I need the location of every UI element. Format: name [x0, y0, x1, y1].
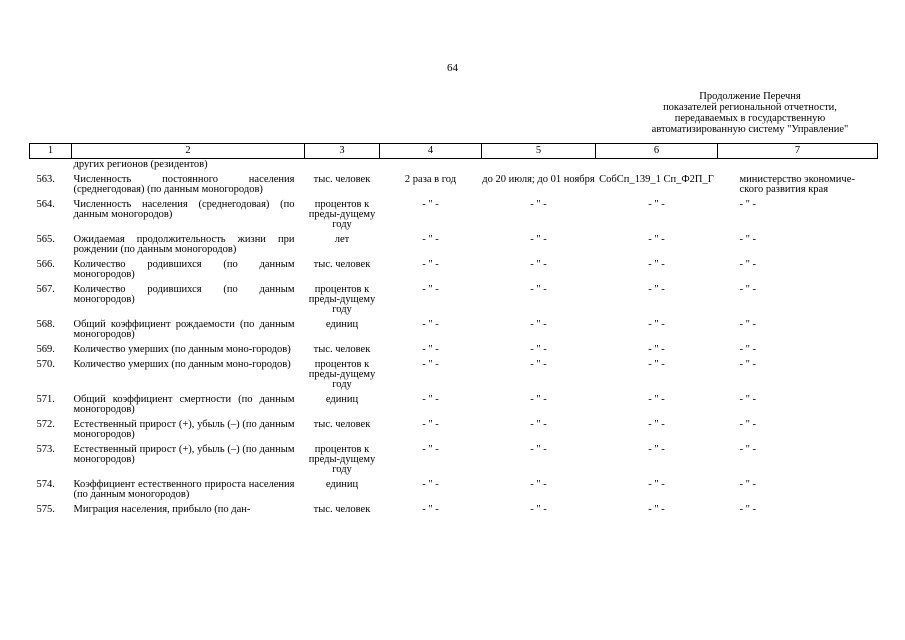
- table-row: [30, 195, 878, 230]
- table-row: [30, 440, 878, 475]
- frequency: - " -: [422, 394, 439, 405]
- frequency: - " -: [422, 344, 439, 355]
- unit-of-measure: тыс. человек: [313, 344, 371, 355]
- indicator-name: Коэффициент естественного прироста населения (по данным моногородов): [73, 479, 295, 500]
- frequency: - " -: [422, 234, 439, 245]
- row-number: 563.: [36, 174, 55, 185]
- table-row: [30, 315, 878, 340]
- deadline: - " -: [530, 344, 547, 355]
- deadline: - " -: [530, 199, 547, 210]
- row-number: 566.: [36, 259, 55, 270]
- deadline: - " -: [530, 479, 547, 490]
- heading-line-3: передаваемых в государственную: [674, 113, 826, 124]
- column-header: 4: [380, 144, 482, 159]
- table-body: [30, 159, 878, 516]
- responsible-body: - " -: [739, 344, 757, 355]
- row-number: 571.: [36, 394, 55, 405]
- deadline: - " -: [530, 284, 547, 295]
- responsible-body: - " -: [739, 419, 757, 430]
- unit-of-measure: тыс. человек: [313, 174, 371, 185]
- table-row: [30, 255, 878, 280]
- table-row: [30, 170, 878, 195]
- continuation-text: других регионов (резидентов): [73, 159, 208, 170]
- indicator-name: Общий коэффициент смертности (по данным моногородов): [73, 394, 295, 415]
- table-row: [30, 415, 878, 440]
- unit-of-measure: процентов к преды-дущему году: [308, 444, 376, 475]
- form-code: - " -: [648, 284, 665, 295]
- form-code: - " -: [648, 359, 665, 370]
- responsible-body: - " -: [739, 259, 757, 270]
- row-number: 568.: [36, 319, 55, 330]
- row-number: 574.: [36, 479, 55, 490]
- frequency: 2 раза в год: [404, 174, 457, 185]
- form-code: - " -: [648, 259, 665, 270]
- indicator-name: Количество родившихся (по данным моногородов): [73, 259, 295, 280]
- responsible-body: - " -: [739, 359, 757, 370]
- responsible-body: - " -: [739, 199, 757, 210]
- indicator-table: [29, 143, 878, 515]
- unit-of-measure: единиц: [325, 319, 359, 330]
- responsible-body: - " -: [739, 444, 757, 455]
- deadline: - " -: [530, 394, 547, 405]
- indicator-name: Естественный прирост (+), убыль (–) (по данным моногородов): [73, 444, 295, 465]
- responsible-body: - " -: [739, 319, 757, 330]
- row-number: 570.: [36, 359, 55, 370]
- indicator-name: Общий коэффициент рождаемости (по данным моногородов): [73, 319, 295, 340]
- heading-line-4: автоматизированную систему "Управление": [651, 124, 849, 135]
- responsible-body: - " -: [739, 479, 757, 490]
- frequency: - " -: [422, 259, 439, 270]
- table-row: [30, 280, 878, 315]
- column-header: 2: [72, 144, 305, 159]
- frequency: - " -: [422, 319, 439, 330]
- indicator-name: Количество умерших (по данным моно-городов): [73, 359, 291, 370]
- indicator-name: Количество родившихся (по данным моногородов): [73, 284, 295, 305]
- deadline: - " -: [530, 359, 547, 370]
- deadline: - " -: [530, 444, 547, 455]
- heading-line-2: показателей региональной отчетности,: [663, 102, 837, 113]
- frequency: - " -: [422, 284, 439, 295]
- deadline: - " -: [530, 259, 547, 270]
- form-code: - " -: [648, 394, 665, 405]
- unit-of-measure: тыс. человек: [313, 504, 371, 515]
- row-number: 565.: [36, 234, 55, 245]
- row-number: 573.: [36, 444, 55, 455]
- deadline: - " -: [530, 234, 547, 245]
- unit-of-measure: единиц: [325, 394, 359, 405]
- row-number: 575.: [36, 504, 55, 515]
- form-code: СобСп_139_1 Сп_Ф2П_Г: [599, 174, 714, 185]
- frequency: - " -: [422, 504, 439, 515]
- form-code: - " -: [648, 199, 665, 210]
- column-header: 1: [30, 144, 72, 159]
- unit-of-measure: единиц: [325, 479, 359, 490]
- table-row: [30, 340, 878, 355]
- unit-of-measure: тыс. человек: [313, 419, 371, 430]
- column-header: 5: [482, 144, 596, 159]
- frequency: - " -: [422, 199, 439, 210]
- responsible-body: - " -: [739, 504, 757, 515]
- indicator-name: Численность населения (среднегодовая) (по данным моногородов): [73, 199, 295, 220]
- table-row: [30, 355, 878, 390]
- form-code: - " -: [648, 344, 665, 355]
- column-header: 7: [718, 144, 878, 159]
- row-number: 567.: [36, 284, 55, 295]
- row-number: 569.: [36, 344, 55, 355]
- column-number-row: [30, 144, 878, 159]
- column-header: 3: [305, 144, 380, 159]
- table-row: [30, 475, 878, 500]
- indicator-name: Количество умерших (по данным моно-городов): [73, 344, 291, 355]
- indicator-name: Миграция населения, прибыло (по дан-: [73, 504, 251, 515]
- frequency: - " -: [422, 444, 439, 455]
- frequency: - " -: [422, 419, 439, 430]
- indicator-name: Численность постоянного населения (среднегодовая) (по данным моногородов): [73, 174, 295, 195]
- row-number: 564.: [36, 199, 55, 210]
- row-number: 572.: [36, 419, 55, 430]
- deadline: до 20 июля; до 01 ноября: [482, 174, 595, 185]
- form-code: - " -: [648, 444, 665, 455]
- unit-of-measure: процентов к преды-дущему году: [308, 359, 376, 390]
- unit-of-measure: процентов к преды-дущему году: [308, 199, 376, 230]
- deadline: - " -: [530, 504, 547, 515]
- frequency: - " -: [422, 479, 439, 490]
- form-code: - " -: [648, 319, 665, 330]
- form-code: - " -: [648, 504, 665, 515]
- deadline: - " -: [530, 419, 547, 430]
- continuation-row: [30, 159, 878, 171]
- table-row: [30, 230, 878, 255]
- responsible-body: - " -: [739, 284, 757, 295]
- responsible-body: - " -: [739, 234, 757, 245]
- unit-of-measure: тыс. человек: [313, 259, 371, 270]
- responsible-body: министерство экономиче-ского развития края: [739, 174, 855, 195]
- table-row: [30, 500, 878, 515]
- table-row: [30, 390, 878, 415]
- deadline: - " -: [530, 319, 547, 330]
- continuation-heading: [600, 91, 900, 135]
- column-header: 6: [596, 144, 718, 159]
- page-number: 64: [447, 62, 458, 74]
- form-code: - " -: [648, 479, 665, 490]
- indicator-name: Естественный прирост (+), убыль (–) (по данным моногородов): [73, 419, 295, 440]
- unit-of-measure: лет: [334, 234, 350, 245]
- responsible-body: - " -: [739, 394, 757, 405]
- form-code: - " -: [648, 234, 665, 245]
- unit-of-measure: процентов к преды-дущему году: [308, 284, 376, 315]
- heading-line-1: Продолжение Перечня: [699, 91, 801, 102]
- frequency: - " -: [422, 359, 439, 370]
- form-code: - " -: [648, 419, 665, 430]
- indicator-name: Ожидаемая продолжительность жизни при рождении (по данным моногородов): [73, 234, 295, 255]
